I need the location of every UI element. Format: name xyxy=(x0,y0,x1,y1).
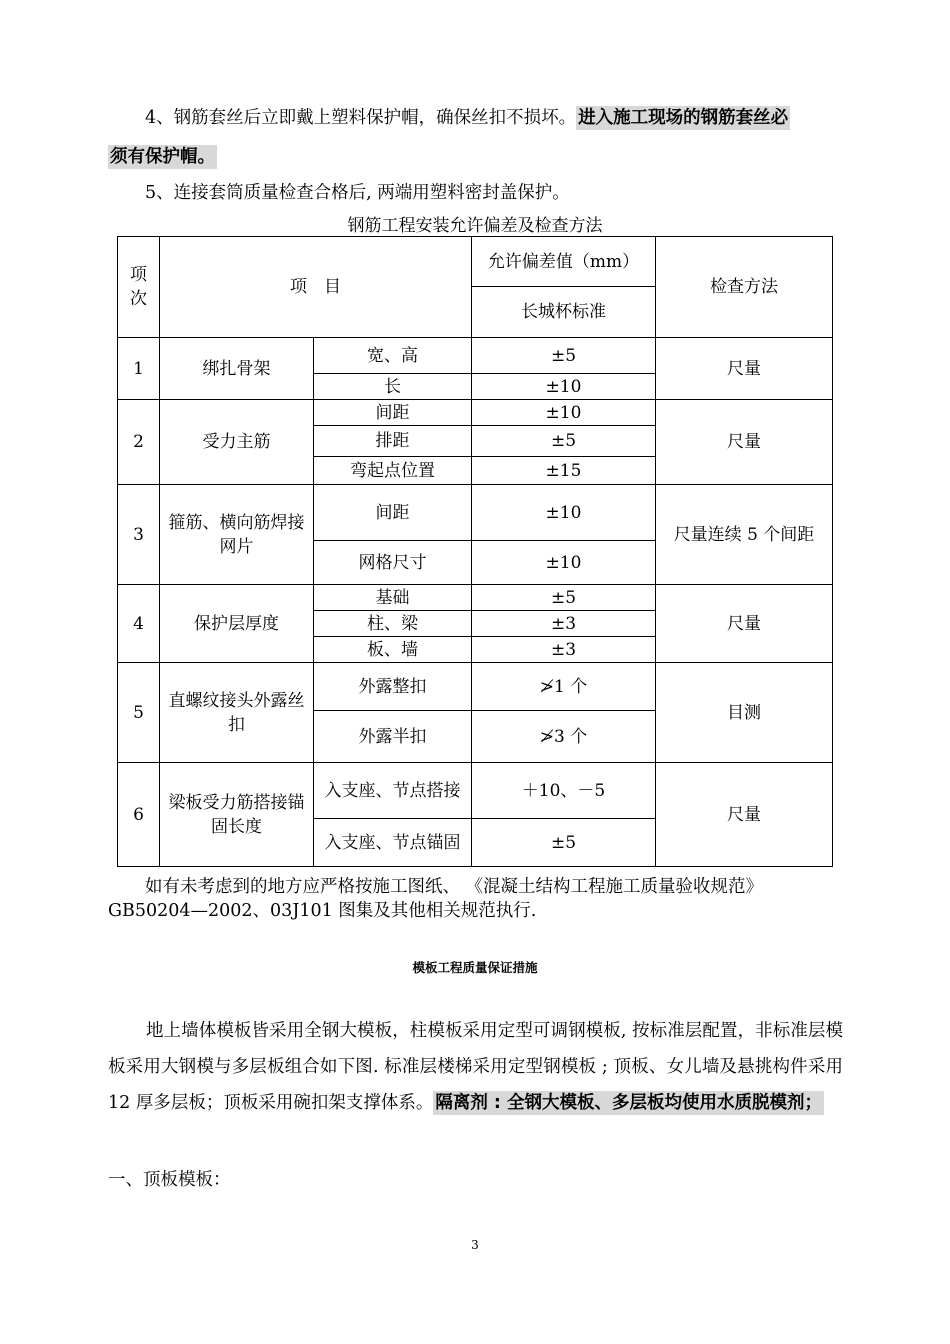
sub-item-cell: 网格尺寸 xyxy=(314,541,472,585)
header-standard: 长城杯标准 xyxy=(472,287,656,338)
tolerance-cell: ±3 xyxy=(472,611,656,637)
paragraph-highlight: 隔离剂 : 全钢大模板、多层板均使用水质脱模剂； xyxy=(435,1093,823,1113)
heading-roof-formwork: 一、顶板模板： xyxy=(108,1170,231,1190)
item-name-cell: 箍筋、横向筋焊接网片 xyxy=(160,485,314,585)
seq-cell: 3 xyxy=(118,485,160,585)
item5-line: 5、连接套筒质量检查合格后, 两端用塑料密封盖保护。 xyxy=(145,183,570,203)
tolerance-cell: ±10 xyxy=(472,400,656,426)
header-item: 项 目 xyxy=(160,237,472,338)
paragraph-text: 地上墙体模板皆采用全钢大模板，柱模板采用定型可调钢模板, 按标准层配置，非标准层模板采用大钢模与多层板组合如下图. 标准层楼梯采用定型钢模板 ; 顶板、女儿墙及悬挑构件采用 12 厚多层板；顶板采用碗扣架支撑体系。 xyxy=(108,1021,843,1113)
tolerance-table xyxy=(117,236,833,867)
table-caption: 钢筋工程安装允许偏差及检查方法 xyxy=(347,216,603,236)
sub-item-cell: 板、墙 xyxy=(314,637,472,663)
tolerance-cell: ±10 xyxy=(472,485,656,541)
sub-item-cell: 长 xyxy=(314,374,472,400)
seq-cell: 1 xyxy=(118,338,160,400)
header-tolerance: 允许偏差值（mm） xyxy=(472,237,656,287)
sub-item-cell: 柱、梁 xyxy=(314,611,472,637)
seq-cell: 6 xyxy=(118,763,160,867)
tolerance-cell: ＋10、－5 xyxy=(472,763,656,819)
tolerance-cell: ±3 xyxy=(472,637,656,663)
tolerance-cell: ±10 xyxy=(472,541,656,585)
sub-item-cell: 弯起点位置 xyxy=(314,457,472,485)
tolerance-cell: ±5 xyxy=(472,585,656,611)
method-cell: 尺量 xyxy=(656,338,833,400)
method-cell: 尺量 xyxy=(656,585,833,663)
method-cell: 尺量 xyxy=(656,400,833,485)
section-paragraph xyxy=(108,1013,843,1121)
tolerance-cell: ±5 xyxy=(472,338,656,374)
note-line-2: GB50204—2002、03J101 图集及其他相关规范执行. xyxy=(108,901,537,921)
item4-line xyxy=(145,106,790,130)
tolerance-cell: ±10 xyxy=(472,374,656,400)
item-name-cell: 绑扎骨架 xyxy=(160,338,314,400)
item-name-cell: 梁板受力筋搭接锚固长度 xyxy=(160,763,314,867)
sub-item-cell: 间距 xyxy=(314,485,472,541)
sub-item-cell: 外露半扣 xyxy=(314,711,472,763)
item4-highlight-2: 须有保护帽。 xyxy=(110,147,215,167)
seq-cell: 2 xyxy=(118,400,160,485)
item-name-cell: 保护层厚度 xyxy=(160,585,314,663)
tolerance-cell: ±15 xyxy=(472,457,656,485)
tolerance-cell: ±5 xyxy=(472,819,656,867)
tolerance-cell: ±5 xyxy=(472,426,656,457)
item4-line-2 xyxy=(108,145,217,169)
item-name-cell: 受力主筋 xyxy=(160,400,314,485)
header-seq: 项次 xyxy=(118,237,160,338)
method-cell: 尺量 xyxy=(656,763,833,867)
sub-item-cell: 入支座、节点搭接 xyxy=(314,763,472,819)
seq-cell: 5 xyxy=(118,663,160,763)
item-name-cell: 直螺纹接头外露丝扣 xyxy=(160,663,314,763)
sub-item-cell: 外露整扣 xyxy=(314,663,472,711)
page-number: 3 xyxy=(471,1238,479,1252)
tolerance-cell: ≯3 个 xyxy=(472,711,656,763)
seq-cell: 4 xyxy=(118,585,160,663)
item4-text: 4、钢筋套丝后立即戴上塑料保护帽，确保丝扣不损坏。 xyxy=(145,108,577,128)
tolerance-cell: ≯1 个 xyxy=(472,663,656,711)
sub-item-cell: 宽、高 xyxy=(314,338,472,374)
section-title: 模板工程质量保证措施 xyxy=(412,960,538,975)
sub-item-cell: 入支座、节点锚固 xyxy=(314,819,472,867)
method-cell: 目测 xyxy=(656,663,833,763)
note-line-1: 如有未考虑到的地方应严格按施工图纸、 《混凝土结构工程施工质量验收规范》 xyxy=(145,877,764,897)
header-method: 检查方法 xyxy=(656,237,833,338)
sub-item-cell: 间距 xyxy=(314,400,472,426)
sub-item-cell: 基础 xyxy=(314,585,472,611)
sub-item-cell: 排距 xyxy=(314,426,472,457)
method-cell: 尺量连续 5 个间距 xyxy=(656,485,833,585)
item4-highlight-1: 进入施工现场的钢筋套丝必 xyxy=(578,108,789,128)
